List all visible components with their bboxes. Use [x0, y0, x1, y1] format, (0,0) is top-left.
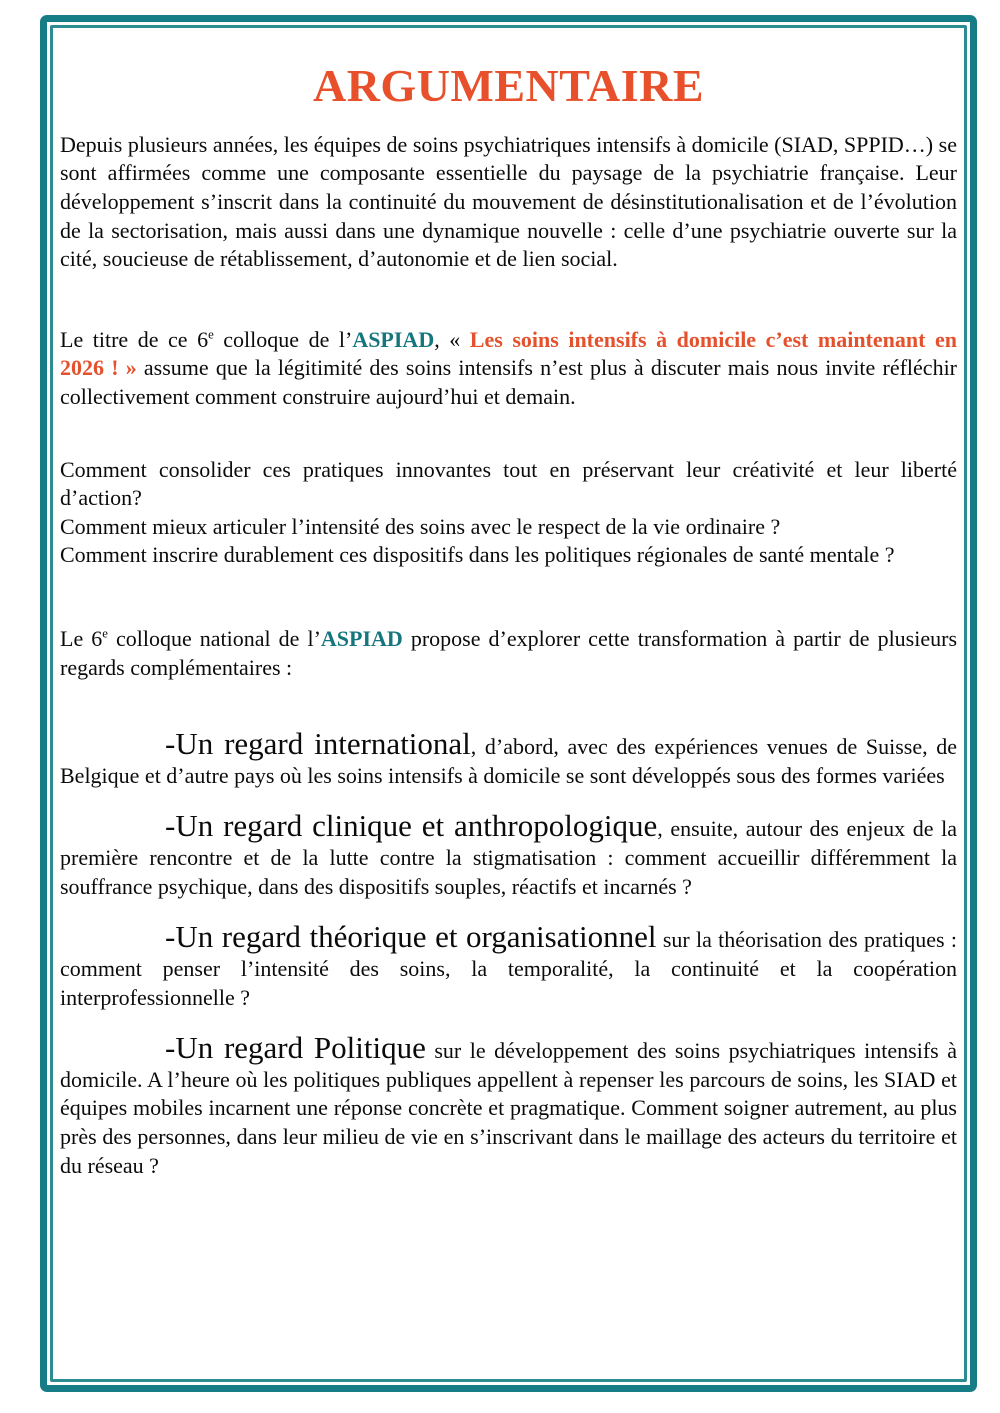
- text-segment: -Un regard Politique: [165, 1030, 426, 1066]
- text-segment: propose d’explorer cette transformation à partir de plusieurs regards complémentaires :: [60, 626, 958, 680]
- paragraph-question-articuler: [60, 513, 957, 542]
- text-segment: Comment mieux articuler l’intensité des soins avec le respect de la vie ordinaire ?: [60, 513, 781, 539]
- paragraph-intro: [60, 131, 957, 274]
- text-segment: Le 6: [60, 626, 103, 652]
- text-segment: -Un regard théorique et organisationnel: [165, 919, 657, 955]
- paragraph-regard-international: [60, 726, 957, 790]
- paragraph-regard-clinique: [60, 808, 957, 901]
- text-segment: -Un regard international: [165, 726, 471, 762]
- paragraph-explore: [60, 625, 957, 682]
- text-segment: , d’abord, avec des expériences venues de Suisse, de Belgique et d’autre pays où les soins intensifs à domicile se sont développés sous des formes variées: [60, 734, 958, 788]
- text-segment: ASPIAD: [352, 326, 435, 352]
- text-segment: , «: [434, 326, 470, 352]
- paragraph-question-inscrire: [60, 541, 957, 570]
- text-segment: Le titre de ce 6: [60, 326, 209, 352]
- text-segment: Comment consolider ces pratiques innovantes tout en préservant leur créativité et leur liberté d’action?: [60, 456, 957, 511]
- text-segment: Comment inscrire durablement ces dispositifs dans les politiques régionales de santé mentale ?: [60, 542, 895, 568]
- text-segment: -Un regard clinique et anthropologique: [165, 808, 658, 844]
- page-content: [53, 28, 964, 1379]
- paragraph-question-consolider: [60, 456, 957, 513]
- paragraph-colloque-title: [60, 326, 957, 412]
- paragraph-regard-politique: [60, 1030, 957, 1180]
- text-segment: e: [102, 626, 108, 641]
- text-segment: colloque national de l’: [107, 626, 321, 652]
- page-border-outer: [40, 15, 977, 1392]
- text-segment: Depuis plusieurs années, les équipes de soins psychiatriques intensifs à domicile (SIAD, SPPID…) se sont affirmées comme une composante essentielle du paysage de la psychiatrie française. Leur développement s’inscrit dans la continuité du mouvement de désinstitutionalisation et de l’évolution de la sectorisation, mais aussi dans une dynamique nouvelle : celle d’une psychiatrie ouverte sur la cité, soucieuse de rétablissement, d’autonomie et de lien social.: [60, 131, 957, 272]
- text-segment: ASPIAD: [320, 626, 403, 652]
- text-segment: sur le développement des soins psychiatriques intensifs à domicile. A l’heure où les politiques publiques appellent à repenser les parcours de soins, les SIAD et équipes mobiles incarnent une réponse concrète et pragmatique. Comment soigner autrement, au plus près des personnes, dans leur milieu de vie en s’inscrivant dans le maillage des acteurs du territoire et du réseau ?: [60, 1038, 957, 1178]
- page-border-inner: [50, 25, 967, 1382]
- paragraph-regard-theorique: [60, 919, 957, 1012]
- text-segment: colloque de l’: [213, 326, 353, 352]
- text-segment: e: [208, 327, 214, 342]
- text-segment: , ensuite, autour des enjeux de la première rencontre et de la lutte contre la stigmatisation : comment accueillir différemment la souffrance psychique, dans des dispositifs souples, réactifs et incarnés ?: [60, 816, 957, 899]
- page-title: ARGUMENTAIRE: [312, 60, 705, 111]
- text-segment: assume que la légitimité des soins intensifs n’est plus à discuter mais nous invite réfléchir collectivement comment construire aujourd’hui et demain.: [60, 355, 958, 410]
- text-segment: Les soins intensifs à domicile c’est maintenant en 2026 ! »: [60, 326, 957, 381]
- text-segment: sur la théorisation des pratiques : comment penser l’intensité des soins, la temporalité, la continuité et la coopération interprofessionnelle ?: [60, 927, 958, 1010]
